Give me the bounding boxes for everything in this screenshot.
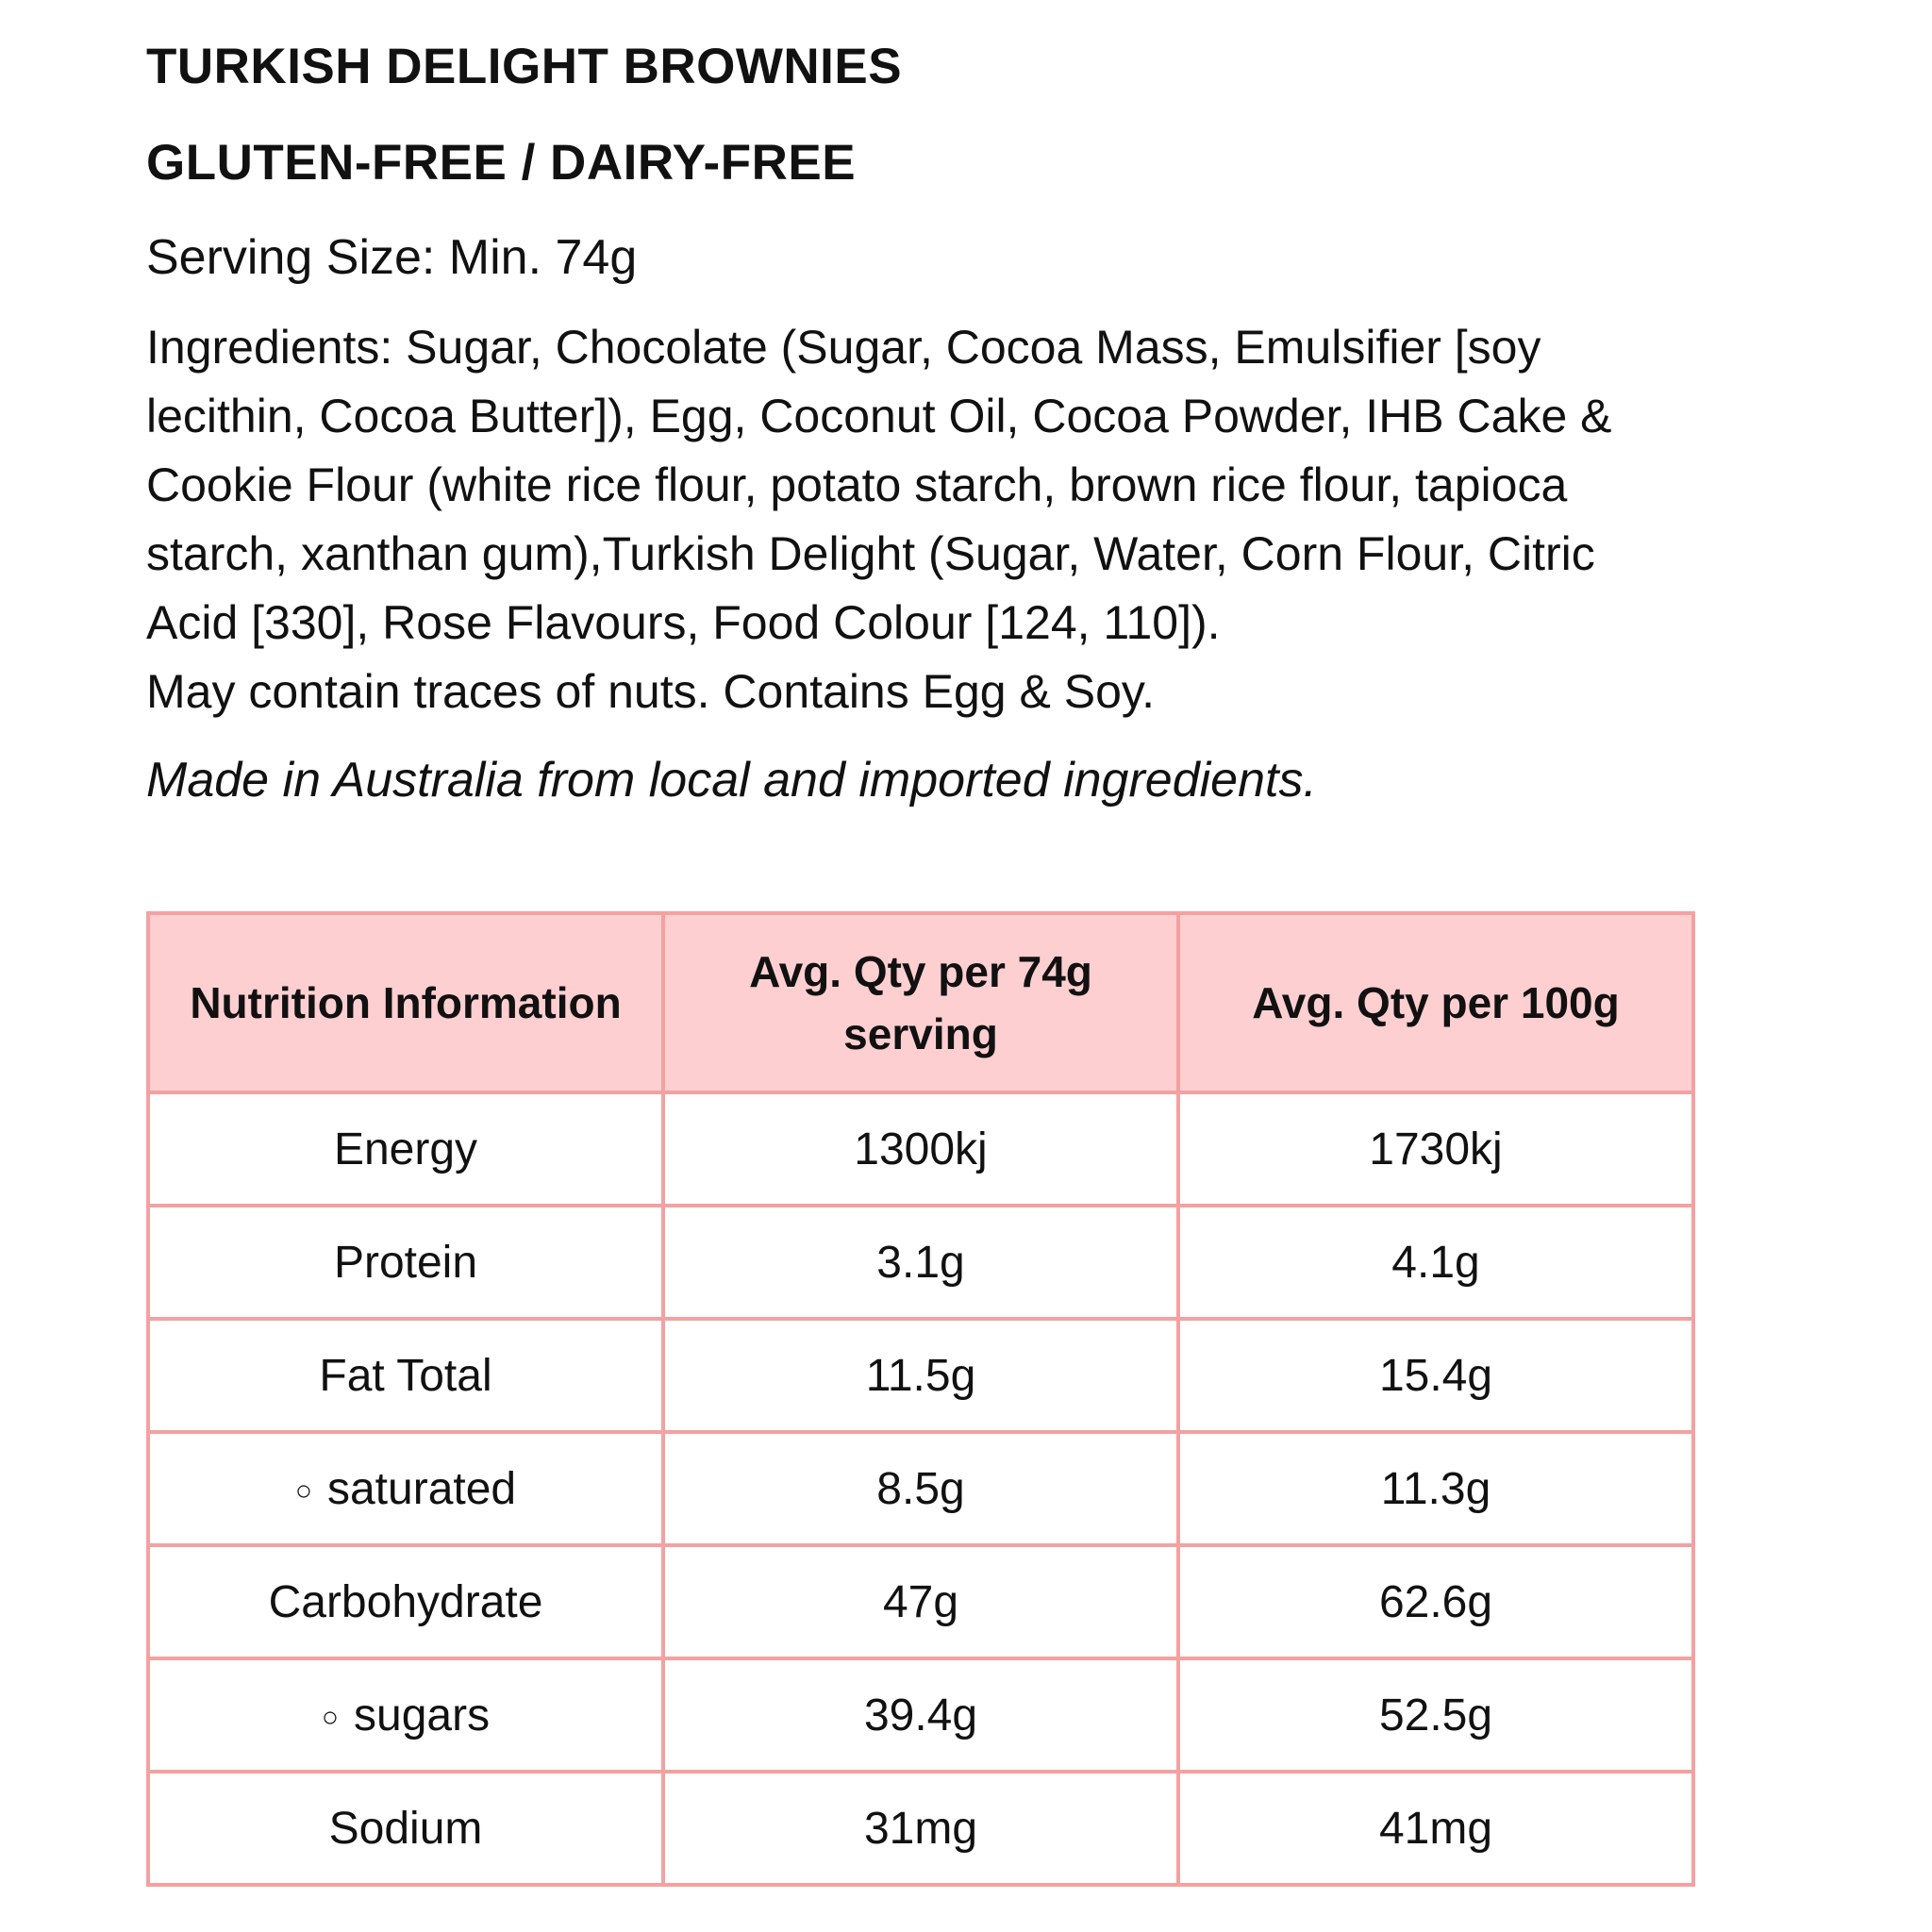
dietary-subtitle: GLUTEN-FREE / DAIRY-FREE <box>146 135 857 191</box>
nutrient-name <box>148 1658 663 1772</box>
nutrient-label: saturated <box>326 1463 517 1514</box>
serving-size: Serving Size: Min. 74g <box>146 230 638 285</box>
per-serving-value: 8.5g <box>663 1432 1178 1545</box>
origin-statement: Made in Australia from local and imported ingredients. <box>146 753 1317 808</box>
per-100g-value: 1730kj <box>1178 1092 1693 1206</box>
nutrition-header-row <box>148 913 1693 1092</box>
table-row <box>148 1092 1693 1206</box>
table-row <box>148 1206 1693 1319</box>
per-serving-value: 1300kj <box>663 1092 1178 1206</box>
per-100g-value: 52.5g <box>1178 1658 1693 1772</box>
nutrient-name <box>148 1092 663 1206</box>
per-serving-value: 3.1g <box>663 1206 1178 1319</box>
ingredients-text: Ingredients: Sugar, Chocolate (Sugar, Cocoa Mass, Emulsifier [soy lecithin, Cocoa Butter]), Egg, Coconut Oil, Cocoa Powder, IHB Cake & Cookie Flour (white rice flour, potato starch, brown rice flour, tapioca starch, xanthan gum),Turkish Delight (Sugar, Water, Corn Flour, Citric Acid [330], Rose Flavours, Food Colour [124, 110]). <box>146 321 1612 649</box>
nutrient-label: Carbohydrate <box>268 1576 543 1627</box>
per-serving-value: 11.5g <box>663 1319 1178 1432</box>
per-100g-value: 41mg <box>1178 1772 1693 1885</box>
per-serving-value: 39.4g <box>663 1658 1178 1772</box>
allergen-statement: May contain traces of nuts. Contains Egg & Soy. <box>146 665 1156 718</box>
table-row <box>148 1432 1693 1545</box>
nutrient-label: Sodium <box>328 1803 483 1854</box>
ingredients-block <box>146 313 1693 726</box>
per-serving-value: 47g <box>663 1545 1178 1658</box>
circle-bullet-icon: ○ <box>294 1474 312 1507</box>
nutrient-label: sugars <box>354 1690 491 1740</box>
per-100g-value: 15.4g <box>1178 1319 1693 1432</box>
table-row <box>148 1545 1693 1658</box>
nutrient-label: Energy <box>333 1124 478 1174</box>
header-nutrition-information: Nutrition Information <box>148 913 663 1092</box>
per-100g-value: 11.3g <box>1178 1432 1693 1545</box>
table-row <box>148 1319 1693 1432</box>
per-100g-value: 4.1g <box>1178 1206 1693 1319</box>
product-title: TURKISH DELIGHT BROWNIES <box>146 39 903 94</box>
per-100g-value: 62.6g <box>1178 1545 1693 1658</box>
header-per-100g: Avg. Qty per 100g <box>1178 913 1693 1092</box>
nutrition-table <box>146 911 1695 1887</box>
nutrient-name <box>148 1432 663 1545</box>
product-label <box>146 34 1693 813</box>
nutrient-name <box>148 1319 663 1432</box>
nutrient-label: Protein <box>333 1237 478 1288</box>
header-per-serving: Avg. Qty per 74g serving <box>663 913 1178 1092</box>
table-row <box>148 1658 1693 1772</box>
nutrient-label: Fat Total <box>319 1350 492 1401</box>
circle-bullet-icon: ○ <box>321 1701 340 1733</box>
nutrient-name <box>148 1545 663 1658</box>
table-row <box>148 1772 1693 1885</box>
per-serving-value: 31mg <box>663 1772 1178 1885</box>
nutrient-name <box>148 1206 663 1319</box>
nutrient-name <box>148 1772 663 1885</box>
